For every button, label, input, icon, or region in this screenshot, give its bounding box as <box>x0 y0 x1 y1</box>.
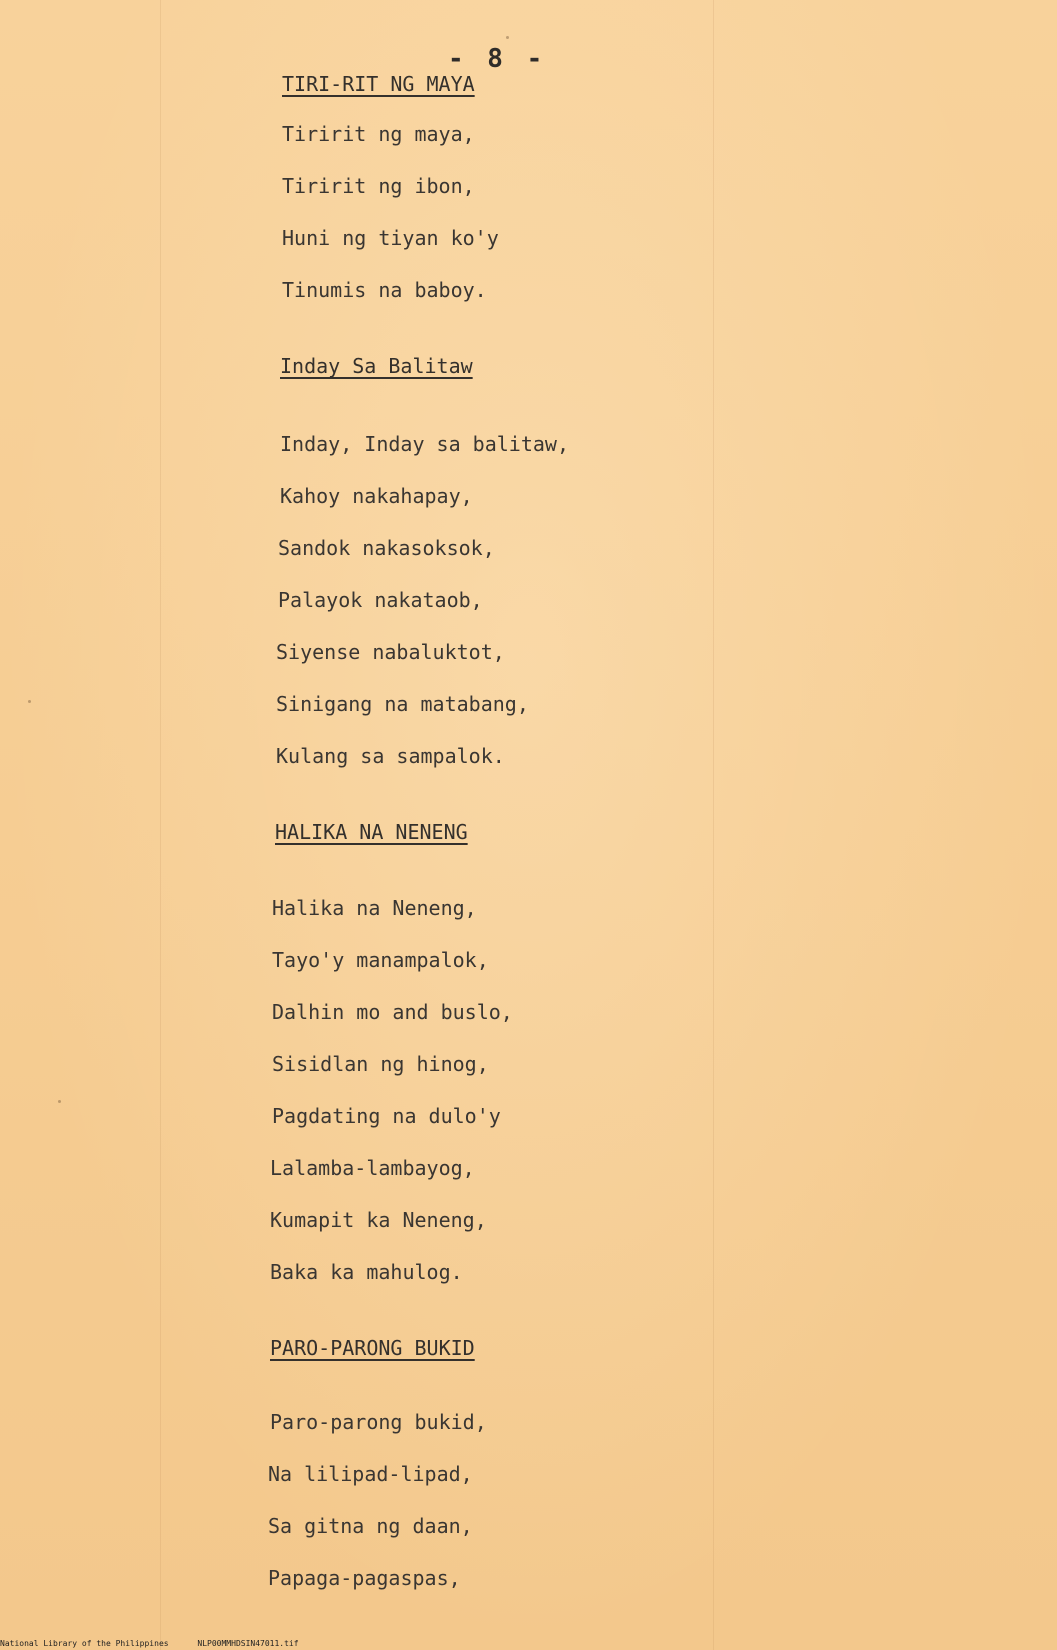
poem-line: Palayok nakataob, <box>278 588 483 612</box>
poem-line: Kahoy nakahapay, <box>280 484 473 508</box>
poem-line: Huni ng tiyan ko'y <box>282 226 499 250</box>
poem-line: Kulang sa sampalok. <box>276 744 505 768</box>
poem-line: Sisidlan ng hinog, <box>272 1052 489 1076</box>
poem-line: Baka ka mahulog. <box>270 1260 463 1284</box>
scan-footer <box>0 1639 323 1648</box>
page-number: - 8 - <box>448 44 547 74</box>
poem-line: Halika na Neneng, <box>272 896 477 920</box>
poem-line: Paro-parong bukid, <box>270 1410 487 1434</box>
footer-library: National Library of the Philippines <box>0 1639 169 1648</box>
poem-title-paro-parong: PARO-PARONG BUKID <box>270 1336 475 1360</box>
poem-line: Sa gitna ng daan, <box>268 1514 473 1538</box>
footer-file-id: NLP00MMHDSIN47011.tif <box>197 1639 299 1648</box>
paper-speck <box>58 1100 61 1103</box>
paper-speck <box>28 700 31 703</box>
poem-line: Na lilipad-lipad, <box>268 1462 473 1486</box>
poem-line: Tiririt ng maya, <box>282 122 475 146</box>
poem-title-inday: Inday Sa Balitaw <box>280 354 473 378</box>
poem-line: Tiririt ng ibon, <box>282 174 475 198</box>
poem-line: Sandok nakasoksok, <box>278 536 495 560</box>
poem-line: Dalhin mo and buslo, <box>272 1000 513 1024</box>
poem-line: Kumapit ka Neneng, <box>270 1208 487 1232</box>
poem-title-halika: HALIKA NA NENENG <box>275 820 468 844</box>
poem-title-tiririt: TIRI-RIT NG MAYA <box>282 72 475 96</box>
poem-line: Tinumis na baboy. <box>282 278 487 302</box>
poem-line: Inday, Inday sa balitaw, <box>280 432 569 456</box>
poem-line: Tayo'y manampalok, <box>272 948 489 972</box>
paper-fold-line <box>713 0 714 1650</box>
poem-line: Papaga-pagaspas, <box>268 1566 461 1590</box>
poem-line: Sinigang na matabang, <box>276 692 529 716</box>
paper-speck <box>506 36 509 39</box>
poem-line: Siyense nabaluktot, <box>276 640 505 664</box>
poem-line: Pagdating na dulo'y <box>272 1104 501 1128</box>
paper-fold-line <box>160 0 161 1650</box>
poem-line: Lalamba-lambayog, <box>270 1156 475 1180</box>
